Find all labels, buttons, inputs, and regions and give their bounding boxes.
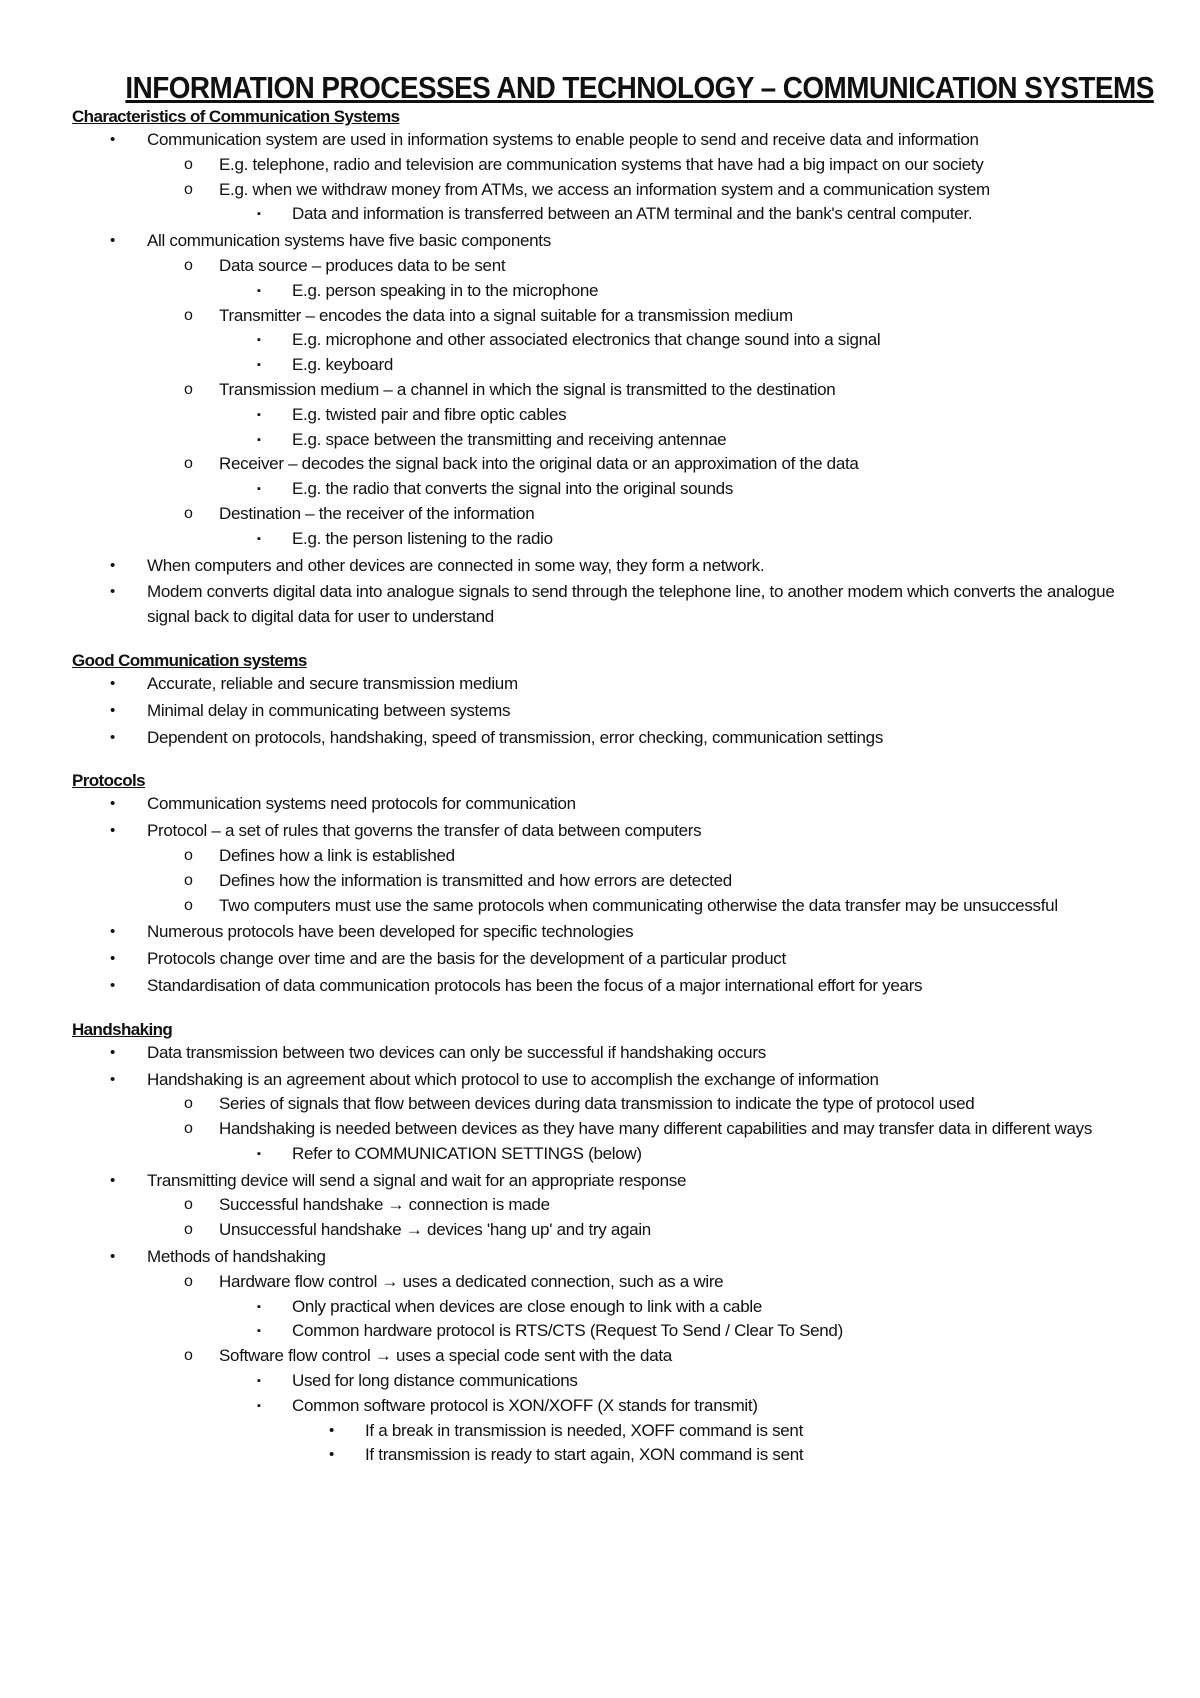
list-item-text: E.g. person speaking in to the microphone [292, 280, 599, 300]
list-item [72, 1193, 1140, 1218]
list-item-text: Dependent on protocols, handshaking, speed of transmission, error checking, communication settings [147, 727, 884, 747]
list-item-text: E.g. microphone and other associated electronics that change sound into a signal [292, 330, 881, 350]
list-item [72, 792, 1140, 817]
list-item [72, 672, 1140, 697]
list-item-text: E.g. the radio that converts the signal into the original sounds [292, 479, 734, 499]
list-item [72, 1218, 1140, 1243]
list-item-text: Destination – the receiver of the information [219, 503, 535, 523]
list-item-text: If a break in transmission is needed, XOFF command is sent [365, 1420, 804, 1440]
list-item-text: Defines how a link is established [219, 845, 455, 865]
list-item-text: Methods of handshaking [147, 1247, 326, 1267]
list-item-text: Two computers must use the same protocols when communicating otherwise the data transfer may be unsuccessful [219, 895, 1058, 915]
bullet-list [72, 128, 1140, 630]
list-item-text: Only practical when devices are close enough to link with a cable [292, 1296, 762, 1316]
list-item [72, 1068, 1140, 1093]
bullet-marker: • [110, 728, 115, 746]
list-item [72, 1344, 1140, 1369]
list-item-text: Series of signals that flow between devices during data transmission to indicate the type of protocol used [219, 1094, 975, 1114]
list-item [72, 844, 1140, 869]
list-item [72, 1419, 1140, 1444]
bullet-marker: o [184, 180, 193, 198]
list-item-text: Minimal delay in communicating between systems [147, 700, 511, 720]
bullet-marker: ▪ [257, 208, 261, 221]
list-item-text: Successful handshake → connection is made [219, 1195, 550, 1215]
bullet-marker: o [184, 1347, 193, 1365]
list-item [72, 1270, 1140, 1295]
list-item [72, 378, 1140, 403]
section-heading: Characteristics of Communication Systems [72, 107, 400, 126]
list-item-text: Transmission medium – a channel in which the signal is transmitted to the destination [219, 379, 836, 399]
bullet-marker: ▪ [257, 334, 261, 347]
bullet-marker: ▪ [257, 1147, 261, 1160]
bullet-marker: o [184, 1196, 193, 1214]
bullet-list [72, 672, 1140, 750]
bullet-marker: • [110, 674, 115, 692]
bullet-marker: • [110, 701, 115, 719]
list-item [72, 894, 1140, 919]
document-body [72, 106, 1140, 1468]
list-item [72, 452, 1140, 477]
bullet-marker: • [110, 556, 115, 574]
bullet-marker: • [110, 131, 115, 148]
bullet-marker: • [110, 1171, 115, 1189]
list-item-text: Common hardware protocol is RTS/CTS (Request To Send / Clear To Send) [292, 1321, 843, 1341]
bullet-marker: • [110, 923, 115, 941]
bullet-marker: o [184, 306, 193, 324]
bullet-marker: • [110, 1043, 115, 1061]
list-item [72, 947, 1140, 972]
list-item-text: Handshaking is an agreement about which protocol to use to accomplish the exchange of information [147, 1069, 879, 1089]
list-item-text: E.g. space between the transmitting and receiving antennae [292, 429, 727, 449]
list-item [72, 527, 1140, 552]
list-item-text: Common software protocol is XON/XOFF (X stands for transmit) [292, 1395, 758, 1415]
list-item [72, 699, 1140, 724]
bullet-marker: ▪ [257, 1325, 261, 1338]
bullet-marker: • [329, 1421, 334, 1439]
bullet-marker: ▪ [257, 1399, 261, 1412]
section [72, 1019, 1140, 1469]
bullet-marker: ▪ [257, 1375, 261, 1388]
list-item [72, 1169, 1140, 1194]
bullet-marker: o [184, 256, 193, 274]
section [72, 650, 1140, 750]
bullet-marker: ▪ [257, 433, 261, 446]
list-item-text: Receiver – decodes the signal back into the original data or an approximation of the data [219, 454, 859, 474]
section-heading: Protocols [72, 771, 146, 791]
list-item-text: Transmitting device will send a signal and wait for an appropriate response [147, 1170, 687, 1190]
list-item [72, 502, 1140, 527]
list-item-text: When computers and other devices are connected in some way, they form a network. [147, 555, 765, 575]
list-item [72, 202, 1140, 227]
list-item-text: Protocols change over time and are the basis for the development of a particular product [147, 949, 786, 969]
list-item [72, 1394, 1140, 1419]
list-item [72, 1245, 1140, 1270]
list-item [72, 229, 1140, 254]
list-item [72, 1041, 1140, 1066]
list-item-text: Protocol – a set of rules that governs the transfer of data between computers [147, 821, 702, 841]
bullet-list [72, 792, 1140, 998]
list-item-text: Software flow control → uses a special code sent with the data [219, 1346, 672, 1366]
list-item-text: E.g. twisted pair and fibre optic cables [292, 404, 567, 424]
list-item-text: E.g. telephone, radio and television are communication systems that have had a big impact on our society [219, 154, 984, 174]
bullet-marker: ▪ [257, 284, 261, 297]
list-item [72, 403, 1140, 428]
list-item-text: Communication system are used in information systems to enable people to send and receive data and information [147, 130, 979, 149]
section-heading: Handshaking [72, 1019, 173, 1039]
list-item [72, 1117, 1140, 1142]
list-item-text: E.g. keyboard [292, 355, 393, 375]
list-item-text: Unsuccessful handshake → devices 'hang up' and try again [219, 1220, 651, 1240]
list-item [72, 974, 1140, 999]
bullet-marker: ▪ [257, 1300, 261, 1313]
list-item [72, 1295, 1140, 1320]
list-item [72, 279, 1140, 304]
bullet-list [72, 1041, 1140, 1469]
bullet-marker: • [110, 950, 115, 968]
list-item [72, 920, 1140, 945]
list-item [72, 580, 1140, 630]
list-item-text: If transmission is ready to start again, XON command is sent [365, 1445, 804, 1465]
list-item [72, 726, 1140, 751]
list-item [72, 1443, 1140, 1468]
bullet-marker: o [184, 1120, 193, 1138]
bullet-marker: o [184, 1221, 193, 1239]
list-item-text: Numerous protocols have been developed for specific technologies [147, 922, 634, 942]
list-item [72, 128, 1140, 153]
list-item [72, 353, 1140, 378]
list-item-text: Data and information is transferred between an ATM terminal and the bank's central computer. [292, 204, 973, 224]
bullet-marker: • [110, 1070, 115, 1088]
bullet-marker: • [110, 822, 115, 840]
bullet-marker: • [110, 795, 115, 813]
bullet-marker: o [184, 504, 193, 522]
list-item [72, 554, 1140, 579]
bullet-marker: o [184, 1095, 193, 1113]
list-item-text: Standardisation of data communication protocols has been the focus of a major international effort for years [147, 975, 923, 995]
bullet-marker: ▪ [257, 408, 261, 421]
bullet-marker: ▪ [257, 483, 261, 496]
bullet-marker: o [184, 846, 193, 864]
section [72, 770, 1140, 998]
list-item-text: Refer to COMMUNICATION SETTINGS (below) [292, 1143, 642, 1163]
bullet-marker: o [184, 155, 193, 173]
list-item-text: Data transmission between two devices can only be successful if handshaking occurs [147, 1042, 766, 1062]
list-item-text: All communication systems have five basic components [147, 231, 551, 251]
list-item [72, 819, 1140, 844]
list-item-text: Transmitter – encodes the data into a signal suitable for a transmission medium [219, 305, 793, 325]
list-item-text: Defines how the information is transmitted and how errors are detected [219, 870, 732, 890]
bullet-marker: • [110, 232, 115, 250]
bullet-marker: o [184, 380, 193, 398]
list-item [72, 1369, 1140, 1394]
bullet-marker: o [184, 871, 193, 889]
list-item [72, 328, 1140, 353]
list-item [72, 477, 1140, 502]
list-item-text: Accurate, reliable and secure transmission medium [147, 673, 518, 693]
list-item [72, 428, 1140, 453]
list-item-text: E.g. when we withdraw money from ATMs, we access an information system and a communication system [219, 179, 990, 199]
list-item [72, 1092, 1140, 1117]
bullet-marker: o [184, 455, 193, 473]
bullet-marker: ▪ [257, 359, 261, 372]
list-item-text: Handshaking is needed between devices as they have many different capabilities and may transfer data in different ways [219, 1119, 1093, 1139]
bullet-marker: • [110, 583, 115, 601]
list-item-text: Modem converts digital data into analogue signals to send through the telephone line, to another modem which converts the analogue signal back to digital data for user to understand [147, 582, 1115, 627]
list-item [72, 178, 1140, 203]
list-item [72, 1319, 1140, 1344]
list-item-text: Communication systems need protocols for communication [147, 794, 576, 814]
bullet-marker: o [184, 1272, 193, 1290]
bullet-marker: • [329, 1446, 334, 1464]
section-heading: Good Communication systems [72, 650, 307, 670]
list-item-text: Hardware flow control → uses a dedicated connection, such as a wire [219, 1271, 724, 1291]
document-title: INFORMATION PROCESSES AND TECHNOLOGY – COMMUNICATION SYSTEMS [125, 70, 1154, 105]
list-item [72, 304, 1140, 329]
section [72, 106, 1140, 630]
bullet-marker: o [184, 896, 193, 914]
list-item [72, 254, 1140, 279]
bullet-marker: ▪ [257, 532, 261, 545]
bullet-marker: • [110, 976, 115, 994]
list-item-text: Data source – produces data to be sent [219, 255, 506, 275]
list-item [72, 153, 1140, 178]
list-item [72, 1142, 1140, 1167]
list-item [72, 869, 1140, 894]
list-item-text: Used for long distance communications [292, 1371, 578, 1391]
list-item-text: E.g. the person listening to the radio [292, 528, 553, 548]
bullet-marker: • [110, 1248, 115, 1266]
